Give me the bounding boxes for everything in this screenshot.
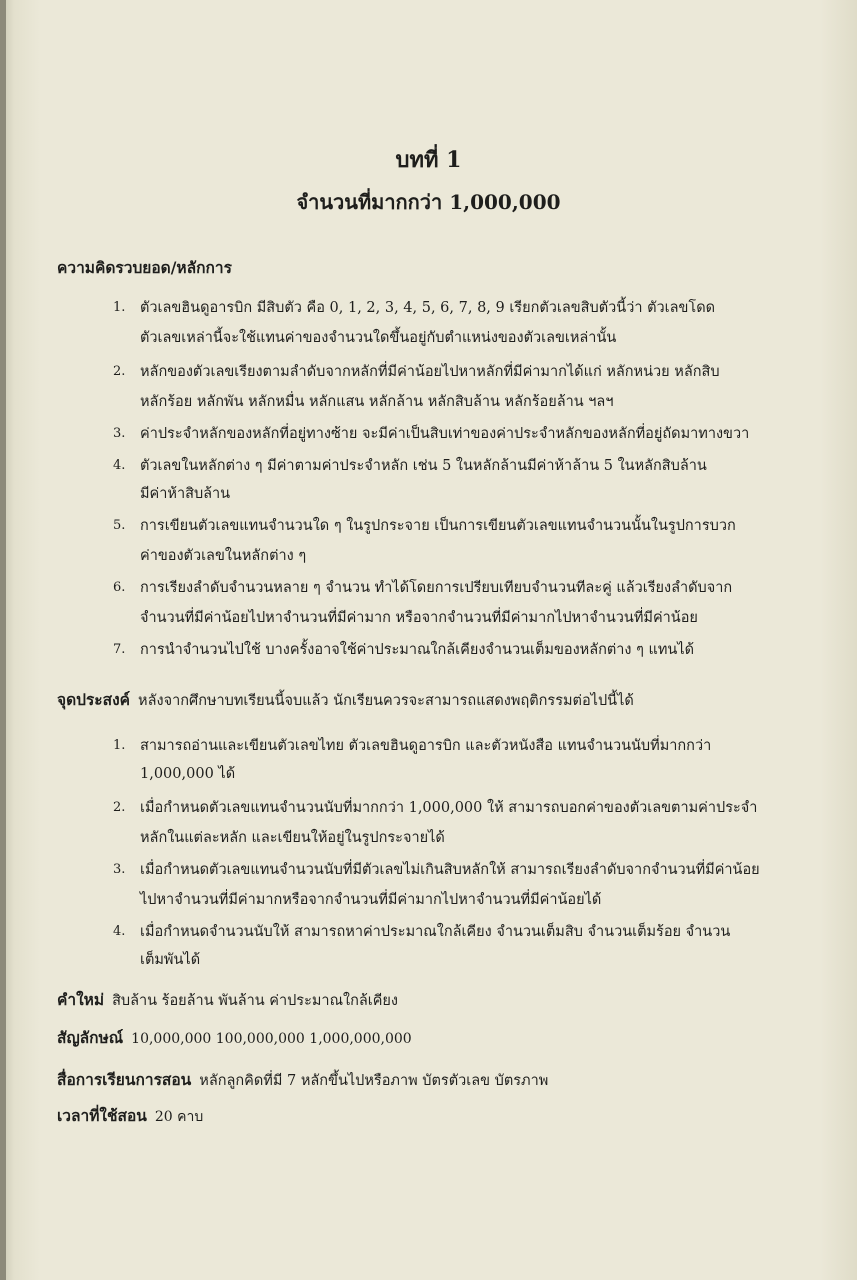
materials-row	[57, 1070, 548, 1091]
time-row	[57, 1106, 203, 1127]
symbols-row	[57, 1028, 412, 1049]
objectives-intro: หลังจากศึกษาบทเรียนนี้จบแล้ว นักเรียนควรจะสามารถแสดงพฤติกรรมต่อไปนี้ได้	[138, 693, 634, 709]
new-words-label: คำใหม่	[57, 990, 105, 1009]
objectives-header	[57, 690, 634, 711]
materials-value: หลักลูกคิดที่มี 7 หลักขึ้นไปหรือภาพ บัตรตัวเลข บัตรภาพ	[199, 1073, 549, 1089]
new-words-row	[57, 990, 398, 1011]
symbols-value: 10,000,000 100,000,000 1,000,000,000	[131, 1031, 412, 1047]
materials-label: สื่อการเรียนการสอน	[57, 1070, 192, 1089]
book-page: บทที่ 1 จำนวนที่มากกว่า 1,000,000 ความคิดรวบยอด/หลักการ 1. ตัวเลขฮินดูอารบิก มีสิบตัว คือ 0, 1, 2, 3, 4, 5, 6, 7, 8, 9 เรียกตัวเลขสิบตัวนี้ว่า ตัวเลขโดด ตัวเลขเหล่านี้จะใช้แทนค่าของจำนวนใดขึ้นอยู่กับตำแหน่งของตัวเลขเหล่านั้น 2. หลักของตัวเลขเรียงตามลำดับจากหลักที่มีค่าน้อยไปหาหลักที่มีค่ามากได้แก่ หลักหน่วย หลักสิบ หลักร้อย หลักพัน หลักหมื่น หลักแสน หลักล้าน หลักสิบล้าน หลักร้อยล้าน ฯลฯ 3. ค่าประจำหลักของหลักที่อยู่ทางซ้าย จะมีค่าเป็นสิบเท่าของค่าประจำหลักของหลักที่อยู่ถัดมาทางขวา 4. ตัวเลขในหลักต่าง ๆ มีค่าตามค่าประจำหลัก เช่น 5 ในหลักล้านมีค่าห้าล้าน 5 ในหลักสิบล้าน มีค่าห้าสิบล้าน 5. การเขียนตัวเลขแทนจำนวนใด ๆ ในรูปกระจาย เป็นการเขียนตัวเลขแทนจำนวนนั้นในรูปการบวก ค่าของตัวเลขในหลักต่าง ๆ 6. การเรียงลำดับจำนวนหลาย ๆ จำนวน ทำได้โดยการเปรียบเทียบจำนวนทีละคู่ แล้วเรียงลำดับจาก จำนวนที่มีค่าน้อยไปหาจำนวนที่มีค่ามาก หรือจากจำนวนที่มีค่ามากไปหาจำนวนที่มีค่าน้อย 7. การนำจำนวนไปใช้ บางครั้งอาจใช้ค่าประมาณใกล้เคียงจำนวนเต็มของหลักต่าง ๆ แทนได้ จุดประสงค์ หลังจากศึกษาบทเรียนนี้จบแล้ว นักเรียนควรจะสามารถแสดงพฤติกรรมต่อไปนี้ได้ 1. สามารถอ่านและเขียนตัวเลขไทย ตัวเลขฮินดูอารบิก และตัวหนังสือ แทนจำนวนนับที่มากกว่า 1,000,000 ได้ 2. เมื่อกำหนดตัวเลขแทนจำนวนนับที่มากกว่า 1,000,000 ให้ สามารถบอกค่าของตัวเลขตามค่าประจำ หลักในแต่ละหลัก และเขียนให้อยู่ในรูปกระจายได้ 3. เมื่อกำหนดตัวเลขแทนจำนวนนับที่มีตัวเลขไม่เกินสิบหลักให้ สามารถเรียงลำดับจากจำนวนที่มีค่าน้อย ไปหาจำนวนที่มีค่ามากหรือจากจำนวนที่มีค่ามากไปหาจำนวนที่มีค่าน้อยได้ 4. เมื่อกำหนดจำนวนนับให้ สามารถหาค่าประมาณใกล้เคียง จำนวนเต็มสิบ จำนวนเต็มร้อย จำนวน เต็มพันได้ คำใหม่ สิบล้าน ร้อยล้าน พันล้าน ค่าประมาณใกล้เคียง สัญลักษณ์ 10,000,000 100,000,000 1,000,000,000 สื่อการเรียนการสอน หลักลูกคิดที่มี 7 หลักขึ้นไปหรือภาพ บัตรตัวเลข บัตรภาพ เวลาที่ใช้สอน 20 คาบ	[0, 0, 857, 1280]
symbols-label: สัญลักษณ์	[57, 1028, 124, 1047]
time-value: 20 คาบ	[154, 1109, 204, 1125]
concepts-heading: ความคิดรวบยอด/หลักการ	[57, 258, 232, 277]
time-label: เวลาที่ใช้สอน	[57, 1106, 147, 1125]
chapter-title: จำนวนที่มากกว่า 1,000,000	[296, 190, 561, 214]
new-words-value: สิบล้าน ร้อยล้าน พันล้าน ค่าประมาณใกล้เคียง	[112, 993, 398, 1009]
chapter-number: บทที่ 1	[395, 147, 462, 173]
objectives-heading: จุดประสงค์	[57, 690, 131, 709]
